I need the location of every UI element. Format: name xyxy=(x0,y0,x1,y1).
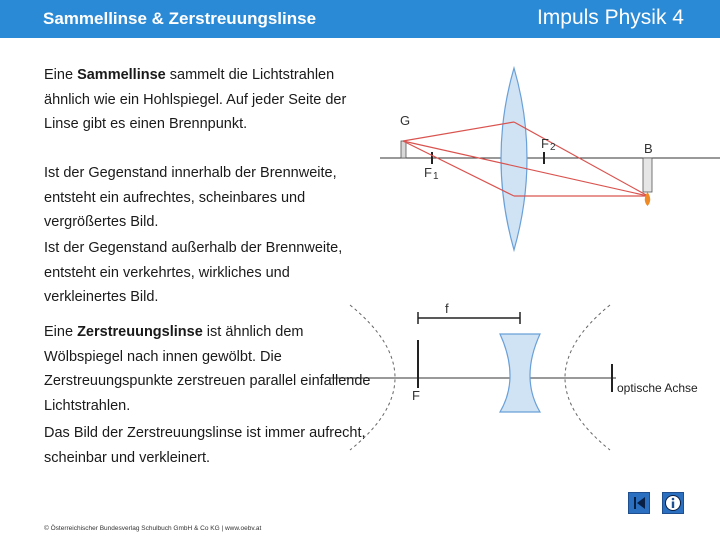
label-g: G xyxy=(400,113,411,128)
paragraph-converging-lens: Eine Sammellinse sammelt die Lichtstrahlen ähnlich wie ein Hohlspiegel. Auf jeder Seite der Linse gibt es einen Brennpunkt. xyxy=(44,67,347,132)
slide-title: Sammellinse & Zerstreuungslinse xyxy=(43,9,317,28)
converging-lens xyxy=(501,68,527,250)
object-g xyxy=(401,141,406,158)
label-f1: F1 xyxy=(424,165,439,182)
label-b: B xyxy=(644,141,653,156)
back-arrow-icon xyxy=(629,493,649,513)
label-f-top: f xyxy=(445,301,449,316)
label-optical-axis: optische Achse xyxy=(617,381,698,395)
paragraph-diverging-image: Das Bild der Zerstreuungslinse ist immer aufrecht, scheinbar und verkleinert. xyxy=(44,425,366,466)
ray-refracted xyxy=(514,122,648,196)
converging-lens-diagram xyxy=(380,68,720,250)
label-f2: F2 xyxy=(541,136,556,153)
image-b xyxy=(643,158,652,192)
diverging-lens-diagram xyxy=(330,301,698,450)
term-sammellinse: Sammellinse xyxy=(77,67,166,83)
back-button[interactable] xyxy=(628,492,650,514)
ray-focal xyxy=(403,141,514,196)
paragraph-outside-focal: Ist der Gegenstand außerhalb der Brennweite, entsteht ein verkehrtes, wirkliches und verkleinertes Bild. xyxy=(44,240,343,305)
copyright-footer: © Österreichischer Bundesverlag Schulbuch GmbH & Co KG | www.oebv.at xyxy=(44,525,262,532)
paragraph-diverging-lens: Eine Zerstreuungslinse ist ähnlich dem Wölbspiegel nach innen gewölbt. Die Zerstreuungspunkte zerstreuen parallel einfallende Lichtstrahlen. xyxy=(44,324,371,414)
info-icon xyxy=(663,493,683,513)
diverging-lens xyxy=(500,334,540,412)
term-zerstreuungslinse: Zerstreuungslinse xyxy=(77,324,203,340)
ray-parallel xyxy=(403,122,514,141)
paragraph-inside-focal: Ist der Gegenstand innerhalb der Brennweite, entsteht ein aufrechtes, scheinbares und vergrößertes Bild. xyxy=(44,165,337,230)
label-f: F xyxy=(412,388,420,403)
info-button[interactable] xyxy=(662,492,684,514)
brand-title: Impuls Physik 4 xyxy=(536,6,684,29)
